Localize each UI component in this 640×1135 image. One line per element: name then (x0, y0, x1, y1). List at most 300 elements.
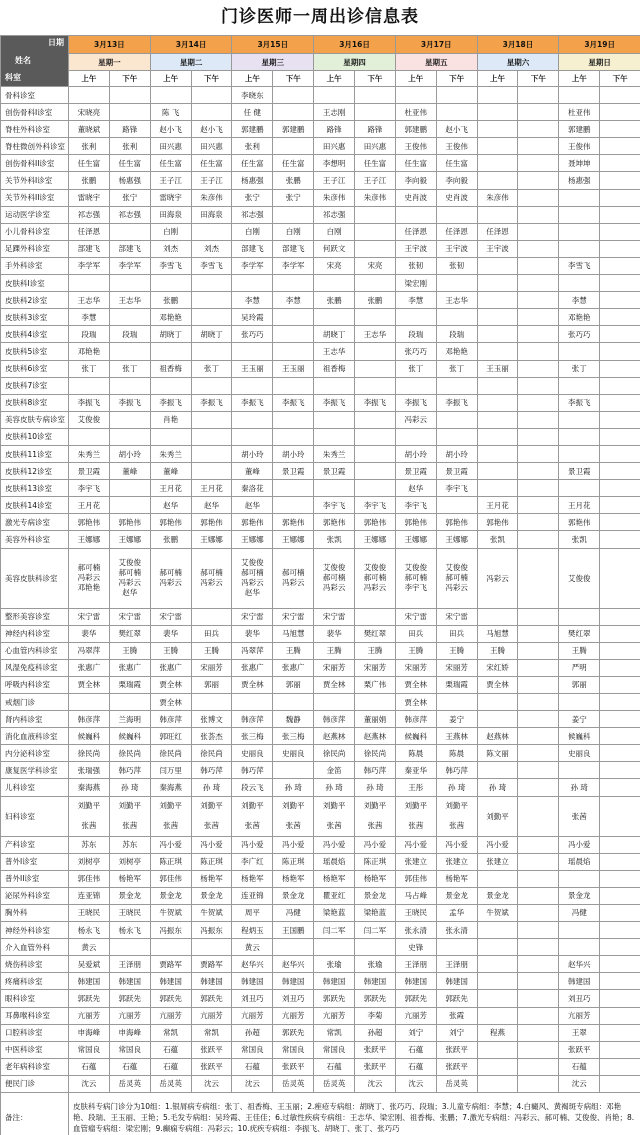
doctor-cell (559, 189, 600, 206)
doctor-cell: 路锋 (109, 121, 150, 138)
doctor-cell (191, 343, 232, 360)
doctor-cell: 艾俊俊 郝可楠 冯彩云 赵华 (232, 548, 273, 608)
table-row (1, 779, 640, 796)
doctor-cell (355, 463, 396, 480)
doctor-cell (477, 138, 518, 155)
doctor-cell (436, 497, 477, 514)
doctor-cell: 郭丽 (191, 676, 232, 693)
doctor-cell: 王宇波 (436, 240, 477, 257)
table-row (1, 428, 640, 445)
doctor-cell: 韩巧萍 (436, 762, 477, 779)
doctor-cell: 郭跃先 (395, 990, 436, 1007)
doctor-cell: 郭艳伟 (436, 514, 477, 531)
department-cell: 皮肤科7诊室 (1, 377, 69, 394)
doctor-cell (559, 240, 600, 257)
doctor-cell: 冯小爱 (355, 836, 396, 853)
doctor-cell: 韩彦萍 (150, 711, 191, 728)
doctor-cell: 冯小爱 (477, 836, 518, 853)
doctor-cell: 秦海燕 (69, 779, 110, 796)
doctor-cell: 刘杰 (150, 240, 191, 257)
doctor-cell: 冯振东 (191, 922, 232, 939)
am-cell: 上午 (395, 71, 436, 87)
doctor-cell: 韩建国 (232, 973, 273, 990)
doctor-cell: 赵小飞 (191, 121, 232, 138)
doctor-cell: 祁志强 (232, 206, 273, 223)
doctor-cell (600, 257, 640, 274)
doctor-cell: 姜宁 (436, 711, 477, 728)
doctor-cell: 贾路军 (150, 956, 191, 973)
doctor-cell (109, 104, 150, 121)
doctor-cell (395, 206, 436, 223)
doctor-cell: 胡晓丁 (191, 326, 232, 343)
table-row (1, 480, 640, 497)
doctor-cell: 郭艳伟 (69, 514, 110, 531)
doctor-cell: 赵华 (232, 497, 273, 514)
doctor-cell (559, 275, 600, 292)
doctor-cell (518, 189, 559, 206)
doctor-cell: 石蕴 (395, 1058, 436, 1075)
doctor-cell: 宋亮 (355, 257, 396, 274)
doctor-cell (395, 309, 436, 326)
doctor-cell (232, 694, 273, 711)
department-cell: 内分泌科诊室 (1, 745, 69, 762)
doctor-cell: 刘树亭 (109, 853, 150, 870)
table-row (1, 377, 640, 394)
doctor-cell: 朱彦伟 (355, 189, 396, 206)
doctor-cell (109, 223, 150, 240)
doctor-cell (518, 711, 559, 728)
doctor-cell: 王彤 (395, 779, 436, 796)
doctor-cell: 郭艳伟 (109, 514, 150, 531)
doctor-cell: 王俊伟 (395, 138, 436, 155)
weekday-cell: 星期五 (395, 54, 477, 71)
doctor-cell: 张鹏 (314, 292, 355, 309)
doctor-cell (191, 694, 232, 711)
doctor-cell: 张博文 (191, 711, 232, 728)
doctor-cell: 赵华兴 (559, 956, 600, 973)
doctor-cell (518, 796, 559, 836)
department-cell: 烧伤科诊室 (1, 956, 69, 973)
doctor-cell (559, 343, 600, 360)
doctor-cell (518, 309, 559, 326)
doctor-cell: 亢丽芳 (109, 1007, 150, 1024)
doctor-cell: 史肖波 (395, 189, 436, 206)
doctor-cell (355, 939, 396, 956)
doctor-cell: 刘丑巧 (232, 990, 273, 1007)
department-cell: 神经内科诊室 (1, 625, 69, 642)
doctor-cell (518, 1058, 559, 1075)
doctor-cell: 杨艳军 (191, 870, 232, 887)
doctor-cell: 刘勤平 张茜 (191, 796, 232, 836)
pm-cell: 下午 (436, 71, 477, 87)
doctor-cell: 常国良 (69, 1041, 110, 1058)
doctor-cell (232, 275, 273, 292)
doctor-cell (559, 922, 600, 939)
doctor-cell: 赵小飞 (150, 121, 191, 138)
doctor-cell (600, 1024, 640, 1041)
doctor-cell: 韩建国 (191, 973, 232, 990)
doctor-cell: 张建立 (477, 853, 518, 870)
doctor-cell: 雷晓宇 (150, 189, 191, 206)
doctor-cell: 杜亚伟 (395, 104, 436, 121)
doctor-cell: 景金龙 (150, 887, 191, 904)
table-row (1, 531, 640, 548)
doctor-cell (477, 990, 518, 1007)
doctor-cell (600, 463, 640, 480)
doctor-cell: 李振飞 (314, 394, 355, 411)
doctor-cell: 杜亚伟 (559, 104, 600, 121)
doctor-cell: 张惠广 (109, 659, 150, 676)
doctor-cell: 李宇飞 (395, 497, 436, 514)
doctor-cell (518, 659, 559, 676)
doctor-cell: 刘丑巧 (559, 990, 600, 1007)
doctor-cell: 张瑞强 (69, 762, 110, 779)
doctor-cell (150, 87, 191, 104)
doctor-cell: 岳灵英 (314, 1075, 355, 1092)
doctor-cell: 韩建国 (436, 973, 477, 990)
doctor-cell: 韩巧萍 (109, 762, 150, 779)
doctor-cell (477, 377, 518, 394)
doctor-cell: 吴爱斌 (69, 956, 110, 973)
doctor-cell: 宋红娇 (477, 659, 518, 676)
doctor-cell: 赵小飞 (436, 121, 477, 138)
doctor-cell: 韩建国 (150, 973, 191, 990)
doctor-cell: 沈云 (395, 1075, 436, 1092)
doctor-cell: 任生富 (273, 155, 314, 172)
doctor-cell: 王泽朋 (395, 956, 436, 973)
doctor-cell: 郭艳伟 (273, 514, 314, 531)
table-row (1, 659, 640, 676)
department-cell: 耳鼻喉科诊室 (1, 1007, 69, 1024)
doctor-cell: 郭跃先 (314, 990, 355, 1007)
doctor-cell: 牛贺斌 (150, 904, 191, 921)
table-row (1, 172, 640, 189)
doctor-cell: 王泽朋 (436, 956, 477, 973)
doctor-cell (518, 497, 559, 514)
doctor-cell (314, 480, 355, 497)
doctor-cell (191, 87, 232, 104)
pm-cell: 下午 (273, 71, 314, 87)
doctor-cell: 胡晓丁 (150, 326, 191, 343)
doctor-cell: 沈云 (232, 1075, 273, 1092)
doctor-cell: 冯翠萍 (69, 642, 110, 659)
doctor-cell: 宋晓亮 (69, 104, 110, 121)
doctor-cell (600, 309, 640, 326)
doctor-cell (559, 411, 600, 428)
doctor-cell: 王腾 (477, 642, 518, 659)
doctor-cell: 邓艳艳 (69, 343, 110, 360)
doctor-cell: 梁艳蓝 (355, 904, 396, 921)
doctor-cell (600, 548, 640, 608)
doctor-cell (477, 172, 518, 189)
doctor-cell (518, 343, 559, 360)
doctor-cell: 王月花 (150, 480, 191, 497)
date-cell: 3月14日 (150, 36, 232, 54)
doctor-cell (518, 480, 559, 497)
doctor-cell: 王玉丽 (232, 360, 273, 377)
doctor-cell (273, 87, 314, 104)
doctor-cell (232, 377, 273, 394)
doctor-cell: 张建立 (395, 853, 436, 870)
doctor-cell: 李学军 (109, 257, 150, 274)
doctor-cell: 王俊伟 (436, 138, 477, 155)
doctor-cell: 史丽良 (273, 745, 314, 762)
doctor-cell: 刘宁 (436, 1024, 477, 1041)
doctor-cell: 王腾 (150, 642, 191, 659)
doctor-cell: 李振飞 (559, 394, 600, 411)
doctor-cell: 张丁 (395, 360, 436, 377)
doctor-cell: 王娜娜 (395, 531, 436, 548)
doctor-cell (314, 275, 355, 292)
doctor-cell: 程炳玉 (232, 922, 273, 939)
doctor-cell: 栗广伟 (355, 676, 396, 693)
doctor-cell: 李振飞 (109, 394, 150, 411)
doctor-cell (477, 922, 518, 939)
doctor-cell: 李慧 (273, 292, 314, 309)
doctor-cell: 张丁 (436, 360, 477, 377)
doctor-cell (191, 275, 232, 292)
doctor-cell: 李振飞 (191, 394, 232, 411)
doctor-cell (355, 445, 396, 462)
doctor-cell: 冯小爱 (232, 836, 273, 853)
doctor-cell (559, 939, 600, 956)
doctor-cell: 王志华 (69, 292, 110, 309)
doctor-cell (191, 411, 232, 428)
doctor-cell: 闫万里 (150, 762, 191, 779)
doctor-cell (191, 428, 232, 445)
doctor-cell (314, 411, 355, 428)
doctor-cell (191, 104, 232, 121)
doctor-cell (600, 625, 640, 642)
am-cell: 上午 (559, 71, 600, 87)
doctor-cell: 朱秀兰 (69, 445, 110, 462)
doctor-cell: 刘勤平 张茜 (232, 796, 273, 836)
doctor-cell (600, 531, 640, 548)
doctor-cell: 马旭慧 (477, 625, 518, 642)
doctor-cell (518, 377, 559, 394)
date-cell: 3月19日 (559, 36, 640, 54)
doctor-cell: 冯小爱 (395, 836, 436, 853)
doctor-cell (518, 870, 559, 887)
am-cell: 上午 (314, 71, 355, 87)
doctor-cell (477, 1007, 518, 1024)
doctor-cell: 冯小爱 (314, 836, 355, 853)
table-row (1, 1058, 640, 1075)
doctor-cell: 白刚 (150, 223, 191, 240)
doctor-cell: 李雪飞 (150, 257, 191, 274)
doctor-cell: 李振飞 (150, 394, 191, 411)
doctor-cell (69, 87, 110, 104)
doctor-cell: 赵华 (150, 497, 191, 514)
note-label: 备注： (1, 1092, 69, 1135)
doctor-cell: 常凯 (150, 1024, 191, 1041)
doctor-cell: 王玉丽 (477, 360, 518, 377)
doctor-cell: 艾俊俊 郝可楠 冯彩云 (314, 548, 355, 608)
doctor-cell: 韩彦萍 (314, 711, 355, 728)
table-row (1, 497, 640, 514)
weekday-cell: 星期三 (232, 54, 314, 71)
doctor-cell: 沈云 (355, 1075, 396, 1092)
doctor-cell (559, 608, 600, 625)
doctor-cell: 艾俊俊 郝可楠 冯彩云 (355, 548, 396, 608)
doctor-cell: 牛贺斌 (191, 904, 232, 921)
doctor-cell: 孙 琦 (436, 779, 477, 796)
doctor-cell: 李慧 (232, 292, 273, 309)
doctor-cell: 冯小爱 (150, 836, 191, 853)
doctor-cell (600, 728, 640, 745)
doctor-cell (355, 608, 396, 625)
doctor-cell: 张丁 (559, 360, 600, 377)
doctor-cell: 郭丽 (273, 676, 314, 693)
doctor-cell: 韩建国 (109, 973, 150, 990)
doctor-cell (273, 275, 314, 292)
doctor-cell (518, 172, 559, 189)
table-row (1, 904, 640, 921)
doctor-cell (477, 155, 518, 172)
doctor-cell (436, 309, 477, 326)
doctor-cell (273, 694, 314, 711)
doctor-cell: 景卫霞 (559, 463, 600, 480)
doctor-cell: 冯彩云 (395, 411, 436, 428)
department-cell: 妇科诊室 (1, 796, 69, 836)
doctor-cell: 景卫霞 (314, 463, 355, 480)
doctor-cell (191, 939, 232, 956)
doctor-cell: 冯小爱 (191, 836, 232, 853)
doctor-cell: 王月花 (69, 497, 110, 514)
doctor-cell: 李振飞 (232, 394, 273, 411)
doctor-cell: 任生富 (150, 155, 191, 172)
doctor-cell: 王晓民 (109, 904, 150, 921)
doctor-cell: 任生富 (395, 155, 436, 172)
doctor-cell (600, 836, 640, 853)
doctor-cell (477, 121, 518, 138)
pm-cell: 下午 (518, 71, 559, 87)
doctor-cell: 亢丽芳 (69, 1007, 110, 1024)
doctor-cell (273, 309, 314, 326)
doctor-cell (518, 1007, 559, 1024)
doctor-cell: 王月花 (191, 480, 232, 497)
doctor-cell: 韩彦萍 (395, 711, 436, 728)
doctor-cell (355, 360, 396, 377)
doctor-cell (355, 411, 396, 428)
doctor-cell: 石蕴 (395, 1041, 436, 1058)
doctor-cell: 王子江 (355, 172, 396, 189)
doctor-cell (600, 275, 640, 292)
doctor-cell: 部建飞 (69, 240, 110, 257)
doctor-cell: 朱秀兰 (150, 445, 191, 462)
doctor-cell: 张丁 (109, 360, 150, 377)
doctor-cell (355, 223, 396, 240)
doctor-cell: 贾全林 (69, 676, 110, 693)
doctor-cell: 张凯 (477, 531, 518, 548)
doctor-cell: 刘勤平 (477, 796, 518, 836)
department-cell: 整形美容诊室 (1, 608, 69, 625)
doctor-cell (600, 206, 640, 223)
date-axis-label: 日期 (48, 38, 64, 47)
table-row (1, 275, 640, 292)
doctor-cell (518, 694, 559, 711)
doctor-cell: 裴华 (314, 625, 355, 642)
doctor-cell: 王腾 (191, 642, 232, 659)
doctor-cell: 王俊伟 (559, 138, 600, 155)
doctor-cell: 候巍科 (395, 728, 436, 745)
doctor-cell: 郭佳伟 (150, 870, 191, 887)
doctor-cell: 王娜娜 (232, 531, 273, 548)
doctor-cell: 孙 琦 (314, 779, 355, 796)
doctor-cell (477, 326, 518, 343)
doctor-cell: 杨艳军 (355, 870, 396, 887)
doctor-cell: 李振飞 (273, 394, 314, 411)
doctor-cell (600, 480, 640, 497)
doctor-cell: 董丽娟 (355, 711, 396, 728)
table-row (1, 694, 640, 711)
doctor-cell: 刘勤平 张茜 (69, 796, 110, 836)
department-cell: 泌尿外科诊室 (1, 887, 69, 904)
doctor-cell: 赵华 (191, 497, 232, 514)
doctor-cell: 王腾 (436, 642, 477, 659)
doctor-cell (273, 343, 314, 360)
department-cell: 足踝外科诊室 (1, 240, 69, 257)
doctor-cell: 瞿亚红 (314, 887, 355, 904)
doctor-cell: 宋丽芳 (395, 659, 436, 676)
doctor-cell: 韩建国 (69, 973, 110, 990)
doctor-cell: 秦海燕 (150, 779, 191, 796)
doctor-cell: 胡小玲 (232, 445, 273, 462)
doctor-cell: 樊红翠 (559, 625, 600, 642)
doctor-cell: 胡小玲 (273, 445, 314, 462)
doctor-cell: 任生富 (69, 155, 110, 172)
doctor-cell: 宋亮 (314, 257, 355, 274)
doctor-cell (436, 377, 477, 394)
doctor-cell (600, 956, 640, 973)
doctor-cell: 金笛 (314, 762, 355, 779)
doctor-cell (518, 155, 559, 172)
doctor-cell (518, 223, 559, 240)
doctor-cell: 徐民尚 (150, 745, 191, 762)
doctor-cell (273, 138, 314, 155)
doctor-cell (477, 1058, 518, 1075)
doctor-cell: 李振飞 (355, 394, 396, 411)
doctor-cell: 王月花 (559, 497, 600, 514)
doctor-cell: 雷晓宇 (69, 189, 110, 206)
department-cell: 消化血液科诊室 (1, 728, 69, 745)
department-cell: 风湿免疫科诊室 (1, 659, 69, 676)
table-row (1, 642, 640, 659)
doctor-cell (518, 728, 559, 745)
department-cell: 皮肤科8诊室 (1, 394, 69, 411)
doctor-cell: 张凯 (314, 531, 355, 548)
department-cell: 心血管内科诊室 (1, 642, 69, 659)
doctor-cell (600, 394, 640, 411)
doctor-cell (600, 240, 640, 257)
doctor-cell: 王腾 (395, 642, 436, 659)
doctor-cell (600, 887, 640, 904)
doctor-cell (314, 939, 355, 956)
table-row (1, 1024, 640, 1041)
doctor-cell (518, 887, 559, 904)
doctor-cell (109, 343, 150, 360)
doctor-cell: 宋宁雷 (273, 608, 314, 625)
department-cell: 呼吸内科诊室 (1, 676, 69, 693)
doctor-cell (477, 463, 518, 480)
doctor-cell: 白刚 (273, 223, 314, 240)
table-row (1, 326, 640, 343)
doctor-cell (600, 745, 640, 762)
doctor-cell (518, 411, 559, 428)
doctor-cell: 岳灵英 (150, 1075, 191, 1092)
doctor-cell (436, 206, 477, 223)
pm-cell: 下午 (600, 71, 640, 87)
